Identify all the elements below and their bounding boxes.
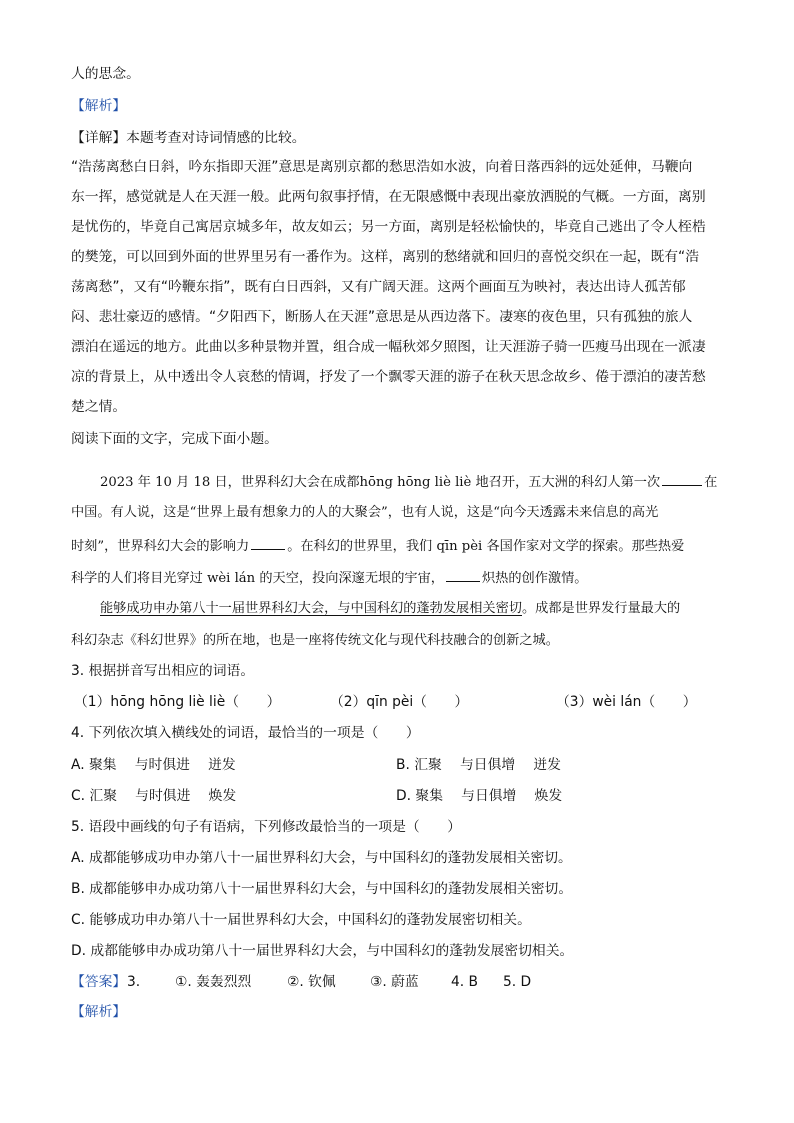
blank-2 — [251, 535, 285, 550]
option-4a: A. 聚集 与时俱进 迸发 — [71, 757, 236, 773]
option-5b: B. 成都能够申办成功第八十一届世界科幻大会，与中国科幻的蓬勃发展相关密切。 — [71, 881, 573, 897]
paragraph-line: 凉的背景上，从中透出令人哀愁的情调，抒发了一个飘零天涯的游子在秋天思念故乡、倦于漂泊的凄苦愁 — [71, 369, 706, 385]
blank-1 — [662, 471, 702, 486]
option-4c: C. 汇聚 与时俱进 焕发 — [71, 788, 237, 804]
blank-3 — [446, 567, 480, 582]
section-label-analysis: 【解析】 — [71, 98, 127, 114]
passage-text: 2023 年 10 月 18 日，世界科幻大会在成都hōng hōng liè liè 地召开，五大洲的科幻人第一次 — [100, 475, 661, 490]
answer-item: ②. 钦佩 — [287, 974, 336, 990]
passage-text: 。在科幻的世界里，我们 qīn pèi 各国作家对文学的探索。那些热爱 — [287, 539, 685, 554]
paragraph-line: 闷、悲壮豪迈的感情。“夕阳西下，断肠人在天涯”意思是从西边落下。凄寒的夜色里，只有孤独的旅人 — [71, 309, 693, 325]
option-5d: D. 成都能够申办成功第八十一届世界科幻大会，与中国科幻的蓬勃发展密切相关。 — [71, 943, 574, 959]
passage-line — [71, 535, 684, 557]
passage-line: 中国。有人说，这是“世界上最有想象力的人的大聚会”，也有人说，这是“向今天透露未来信息的高光 — [71, 505, 659, 520]
underlined-sentence: 能够成功申办第八十一届世界科幻大会，与中国科幻的蓬勃发展相关密切 — [100, 601, 522, 616]
question-3-stem: 3. 根据拼音写出相应的词语。 — [71, 663, 255, 679]
answer-item: ①. 轰轰烈烈 — [175, 974, 252, 990]
question-4-stem: 4. 下列依次填入横线处的词语，最恰当的一项是（ ） — [71, 725, 420, 741]
option-5a: A. 成都能够成功申办第八十一届世界科幻大会，与中国科幻的蓬勃发展相关密切。 — [71, 850, 572, 866]
passage-line: 科幻杂志《科幻世界》的所在地，也是一座将传统文化与现代科技融合的创新之城。 — [71, 633, 559, 648]
paragraph-line: 东一挥，感觉就是人在天涯一般。此两句叙事抒情，在无限感慨中表现出豪放洒脱的气概。一方面，离别 — [71, 189, 706, 205]
passage-text: 科学的人们将目光穿过 wèi lán 的天空，投向深邃无垠的宇宙， — [71, 571, 444, 586]
passage-line — [100, 471, 717, 493]
question-3-item-2: （2）qīn pèi（ ） — [330, 694, 469, 710]
answer-item: ③. 蔚蓝 — [370, 974, 419, 990]
answer-number: 3. — [127, 974, 141, 990]
answer-item: 5. D — [503, 974, 532, 990]
text-line: 人的思念。 — [71, 66, 140, 82]
passage-text: 在 — [704, 475, 718, 490]
paragraph-line: 荡离愁”，又有“吟鞭东指”，既有白日西斜，又有广阔天涯。这两个画面互为映衬，表达出诗人孤苦郁 — [71, 279, 686, 295]
paragraph-line: 漂泊在遥远的地方。此曲以多种景物并置，组合成一幅秋郊夕照图，让天涯游子骑一匹瘦马出现在一派凄 — [71, 339, 706, 355]
detail-heading: 【详解】本题考查对诗词情感的比较。 — [71, 130, 306, 146]
question-5-stem: 5. 语段中画线的句子有语病，下列修改最恰当的一项是（ ） — [71, 819, 462, 835]
answer-label: 【答案】 — [71, 974, 127, 990]
section-label-analysis: 【解析】 — [71, 1004, 127, 1020]
answer-item: 4. B — [451, 974, 479, 990]
paragraph-line: 的樊笼，可以回到外面的世界里另有一番作为。这样，离别的愁绪就和回归的喜悦交织在一起，既有“浩 — [71, 249, 700, 265]
passage-text: 炽热的创作激情。 — [481, 571, 588, 586]
paragraph-line: “浩荡离愁白日斜，吟东指即天涯”意思是离别京都的愁思浩如水波，向着日落西斜的远处延伸，马鞭向 — [71, 159, 693, 175]
reading-instruction: 阅读下面的文字，完成下面小题。 — [71, 431, 278, 447]
passage-line — [71, 567, 587, 589]
question-3-item-1: （1）hōng hōng liè liè（ ） — [74, 694, 281, 710]
question-3-item-3: （3）wèi lán（ ） — [556, 694, 697, 710]
paragraph-line: 楚之情。 — [71, 399, 127, 415]
option-4d: D. 聚集 与日俱增 焕发 — [396, 788, 563, 804]
passage-line — [100, 599, 680, 619]
paragraph-line: 是忧伤的，毕竟自己寓居京城多年，故友如云；另一方面，离别是轻松愉快的，毕竟自己逃出了令人桎梏 — [71, 219, 706, 235]
passage-text: 时刻”，世界科幻大会的影响力 — [71, 539, 250, 554]
passage-text: 。成都是世界发行量最大的 — [522, 601, 681, 616]
option-4b: B. 汇聚 与日俱增 迸发 — [396, 757, 561, 773]
option-5c: C. 能够成功申办第八十一届世界科幻大会，中国科幻的蓬勃发展密切相关。 — [71, 912, 531, 928]
